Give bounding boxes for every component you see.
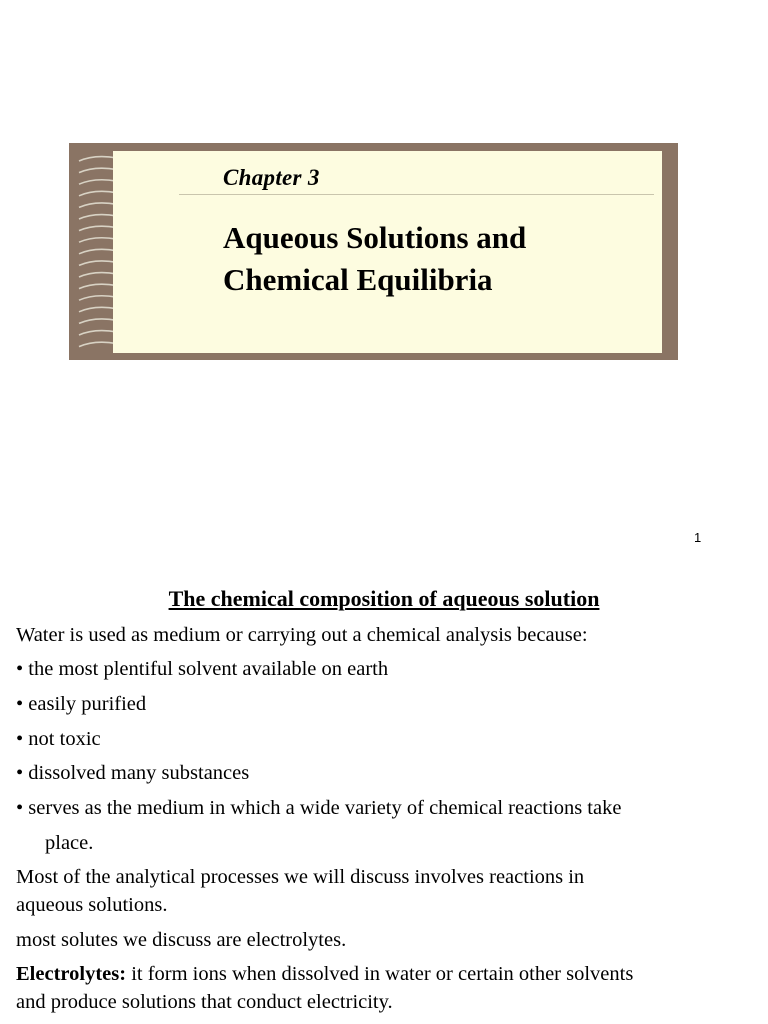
chapter-title [223,217,643,301]
notebook-frame [69,143,678,360]
bullet-continuation: place. [45,832,94,854]
bullet-item: • easily purified [16,693,147,715]
intro-text: Water is used as medium or carrying out a chemical analysis because: [16,624,588,646]
bullet-item: • dissolved many substances [16,762,250,784]
section-heading: The chemical composition of aqueous solution [168,586,600,611]
bullet-item: • serves as the medium in which a wide variety of chemical reactions take [16,797,622,819]
paragraph-line: Most of the analytical processes we will discuss involves reactions in [16,866,585,888]
content-slide [0,560,768,1024]
definition-line: and produce solutions that conduct electricity. [16,991,393,1013]
header-rule [179,194,654,195]
chapter-label: Chapter 3 [223,165,320,190]
paragraph-line: most solutes we discuss are electrolytes. [16,929,347,951]
title-line-1: Aqueous Solutions and [223,220,527,255]
title-line-2: Chemical Equilibria [223,262,493,297]
electrolytes-term: Electrolytes: [16,963,127,985]
bullet-item: • the most plentiful solvent available on earth [16,658,389,680]
paragraph-line: aqueous solutions. [16,894,168,916]
bullet-item: • not toxic [16,728,101,750]
electrolytes-definition: it form ions when dissolved in water or certain other solvents [126,963,634,985]
page-number: 1 [694,530,702,545]
notebook-paper [113,151,662,353]
definition-line [16,963,633,986]
